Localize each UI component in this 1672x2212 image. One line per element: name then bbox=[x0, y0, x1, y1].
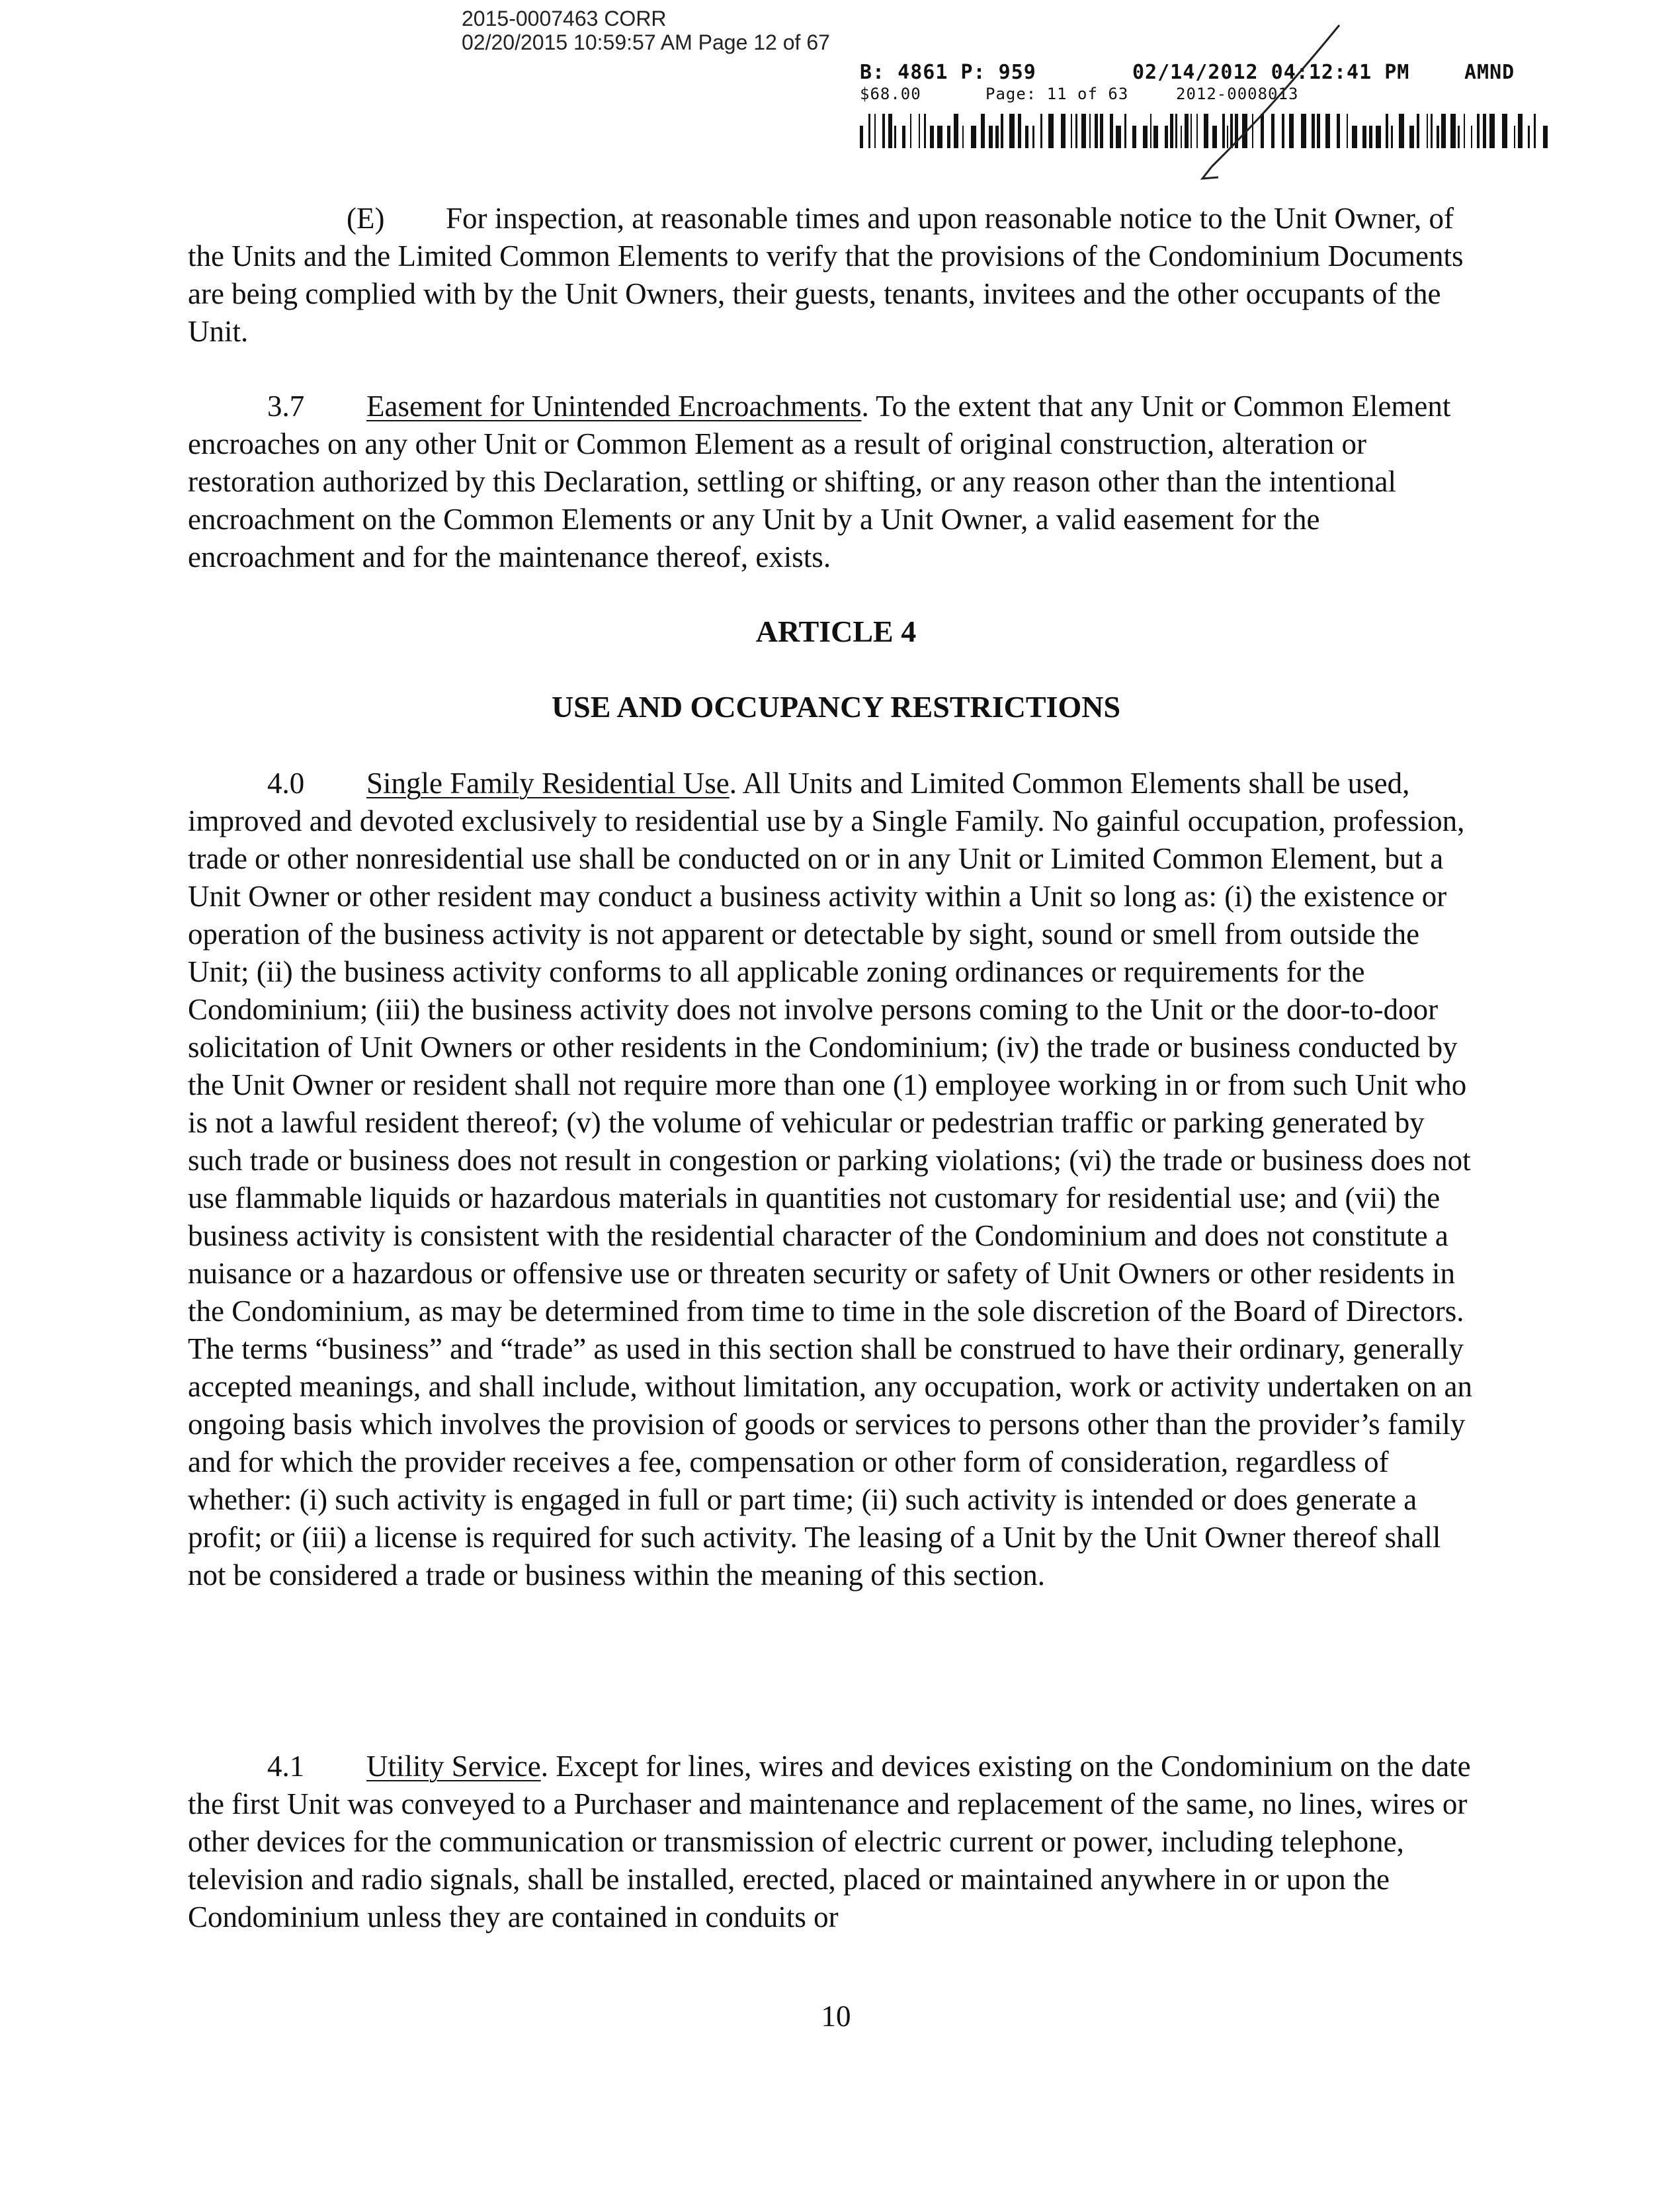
barcode-bar bbox=[1437, 126, 1439, 148]
barcode-bar bbox=[971, 126, 976, 148]
barcode-bar bbox=[1483, 114, 1486, 148]
barcode-bar bbox=[1095, 114, 1098, 148]
article-title: USE AND OCCUPANCY RESTRICTIONS bbox=[551, 690, 1121, 724]
correction-doc-number: 2015-0007463 CORR bbox=[462, 7, 667, 30]
barcode-bar bbox=[1040, 114, 1042, 148]
barcode-bar bbox=[1100, 114, 1103, 148]
recorder-page-of: Page: 11 of 63 bbox=[985, 85, 1129, 103]
barcode-bar bbox=[1417, 114, 1419, 148]
section-4-0-text: . All Units and Limited Common Elements shall be used, improved and devoted exclusively to residential use by a Single Family. No gainful occupation, profession, trade or other nonresidential use shall be conducted on or in any Unit or Limited Common Element, but a Unit Owner or other resident may conduct a business activity within a Unit so long as: (i) the existence or operation of the business activity is not apparent or detectable by sight, sound or smell from outside the Unit; (ii) the business activity conforms to all applicable zoning ordinances or requirements for the Condominium; (iii) the business activity does not involve persons coming to the Unit or the door-to-door solicitation of Unit Owners or other residents in the Condominium; (iv) the trade or business conducted by the Unit Owner or resident shall not require more than one (1) employee working in or from such Unit who is not a lawful resident thereof; (v) the volume of vehicular or pedestrian traffic or parking generated by such trade or business does not result in congestion or parking violations; (vi) the trade or business does not use flammable liquids or hazardous materials in quantities not customary for residential use; and (vii) the business activity is consistent with the residential character of the Condominium and does not constitute a nuisance or a hazardous or offensive use or threaten security or safety of Unit Owners or other residents in the Condominium, as may be determined from time to time in the sole discretion of the Board of Directors. The terms “business” and “trade” as used in this section shall be construed to have their ordinary, generally accepted meanings, and shall include, without limitation, any occupation, work or activity undertaken on an ongoing basis which involves the provision of goods or services to persons other than the provider’s family and for which the provider receives a fee, compensation or other form of consideration, regardless of whether: (i) such activity is engaged in full or part time; (ii) such activity is intended or does generate a profit; or (iii) a license is required for such activity. The leasing of a Unit by the Unit Owner thereof shall not be considered a trade or business within the meaning of this section. bbox=[188, 767, 1472, 1592]
barcode-bar bbox=[989, 126, 993, 148]
barcode-bar bbox=[1032, 126, 1034, 148]
barcode-bar bbox=[930, 126, 934, 148]
barcode-bar bbox=[962, 126, 964, 148]
recorder-date-time: 02/14/2012 04:12:41 PM bbox=[1132, 61, 1410, 84]
barcode-bar bbox=[1048, 114, 1054, 148]
barcode-bar bbox=[1518, 114, 1523, 148]
section-4-0-title: Single Family Residential Use bbox=[366, 767, 730, 800]
barcode-bar bbox=[874, 114, 876, 148]
barcode-bar bbox=[1427, 114, 1428, 148]
barcode-bar bbox=[1534, 114, 1536, 148]
barcode-bar bbox=[1386, 114, 1388, 148]
barcode-bar bbox=[1143, 126, 1148, 148]
barcode-bar bbox=[947, 126, 950, 148]
barcode-bar bbox=[1081, 114, 1086, 148]
barcode-bar bbox=[1001, 114, 1003, 148]
section-3-7-number: 3.7 bbox=[267, 390, 305, 423]
barcode-bar bbox=[1362, 126, 1366, 148]
recorder-doc-type: AMND bbox=[1464, 61, 1515, 84]
barcode-bar bbox=[868, 114, 870, 148]
barcode-bar bbox=[1458, 126, 1460, 148]
barcode-bar bbox=[1132, 126, 1136, 148]
barcode-bar bbox=[1489, 114, 1495, 148]
barcode-bar bbox=[1150, 114, 1151, 148]
barcode-bar bbox=[1477, 114, 1480, 148]
barcode-bar bbox=[919, 114, 920, 148]
section-4-1-title: Utility Service bbox=[366, 1750, 541, 1783]
barcode-bar bbox=[1464, 114, 1465, 148]
paragraph-e bbox=[188, 200, 1484, 351]
barcode-bar bbox=[1061, 114, 1066, 148]
barcode-bar bbox=[995, 126, 999, 148]
correction-timestamp-page: 02/20/2015 10:59:57 AM Page 12 of 67 bbox=[462, 30, 830, 54]
handwritten-slash-mark bbox=[1164, 20, 1362, 192]
barcode-bar bbox=[1009, 114, 1015, 148]
barcode-bar bbox=[981, 114, 985, 148]
section-4-0 bbox=[188, 765, 1484, 1594]
barcode-bar bbox=[937, 126, 942, 148]
barcode-bar bbox=[1441, 114, 1446, 148]
barcode-bar bbox=[1018, 114, 1021, 148]
barcode-bar bbox=[924, 114, 926, 148]
barcode-bar bbox=[1376, 126, 1381, 148]
section-3-7 bbox=[188, 388, 1484, 576]
barcode-bar bbox=[860, 126, 863, 148]
barcode-bar bbox=[902, 126, 905, 148]
page-number: 10 bbox=[821, 2000, 851, 2033]
recorder-book-page: B: 4861 P: 959 bbox=[860, 61, 1036, 84]
barcode-bar bbox=[1116, 126, 1121, 148]
article-heading: ARTICLE 4 bbox=[755, 615, 917, 648]
barcode-bar bbox=[1089, 114, 1091, 148]
section-3-7-title: Easement for Unintended Encroachments bbox=[366, 390, 862, 423]
paragraph-e-text: For inspection, at reasonable times and upon reasonable notice to the Unit Owner, of the Units and the Limited Common Elements to verify that the provisions of the Condominium Documents are being complied with by the Unit Owners, their guests, tenants, invitees and the other occupants of the Unit. bbox=[188, 202, 1464, 348]
recorder-number: 2012-0008013 bbox=[1176, 85, 1299, 103]
barcode-bar bbox=[1124, 114, 1126, 148]
barcode-bar bbox=[1431, 114, 1433, 148]
section-4-1 bbox=[188, 1748, 1484, 1936]
barcode-bar bbox=[1409, 126, 1414, 148]
section-3-7-text: . To the extent that any Unit or Common Element encroaches on any other Unit or Common Element as a result of original construction, alteration or restoration authorized by this Declaration, settling or shifting, or any reason other than the intentional encroachment on the Common Elements or any Unit by a Unit Owner, a valid easement for the encroachment and for the maintenance thereof, exists. bbox=[188, 390, 1451, 574]
barcode-bar bbox=[910, 114, 911, 148]
barcode-bar bbox=[1391, 126, 1393, 148]
section-4-1-text: . Except for lines, wires and devices existing on the Condominium on the date the first Unit was conveyed to a Purchaser and maintenance and replacement of the same, no lines, wires or other devices for the communication or transmission of electric current or power, including telephone, television and radio signals, shall be installed, erected, placed or maintained anywhere in or upon the Condominium unless they are contained in conduits or bbox=[188, 1750, 1471, 1934]
barcode-bar bbox=[1528, 126, 1530, 148]
section-4-0-number: 4.0 bbox=[267, 767, 305, 800]
recorder-fee: $68.00 bbox=[860, 85, 921, 103]
barcode-bar bbox=[894, 126, 896, 148]
barcode-bar bbox=[1110, 114, 1113, 148]
slash-stroke bbox=[1212, 25, 1339, 167]
barcode-bar bbox=[1502, 114, 1507, 148]
barcode-bar bbox=[1514, 126, 1515, 148]
barcode-bar bbox=[1075, 114, 1077, 148]
barcode-bar bbox=[1543, 126, 1548, 148]
barcode-bar bbox=[1471, 126, 1472, 148]
barcode-bar bbox=[1071, 114, 1072, 148]
slash-tail bbox=[1202, 167, 1218, 179]
barcode-bar bbox=[888, 114, 892, 148]
paragraph-e-label: (E) bbox=[347, 202, 385, 235]
barcode-bar bbox=[954, 114, 958, 148]
barcode-bar bbox=[1369, 126, 1372, 148]
barcode-bar bbox=[1025, 126, 1028, 148]
barcode-bar bbox=[882, 114, 885, 148]
barcode-bar bbox=[1153, 126, 1158, 148]
section-4-1-number: 4.1 bbox=[267, 1750, 305, 1783]
barcode-bar bbox=[1450, 114, 1456, 148]
barcode-bar bbox=[1399, 114, 1404, 148]
